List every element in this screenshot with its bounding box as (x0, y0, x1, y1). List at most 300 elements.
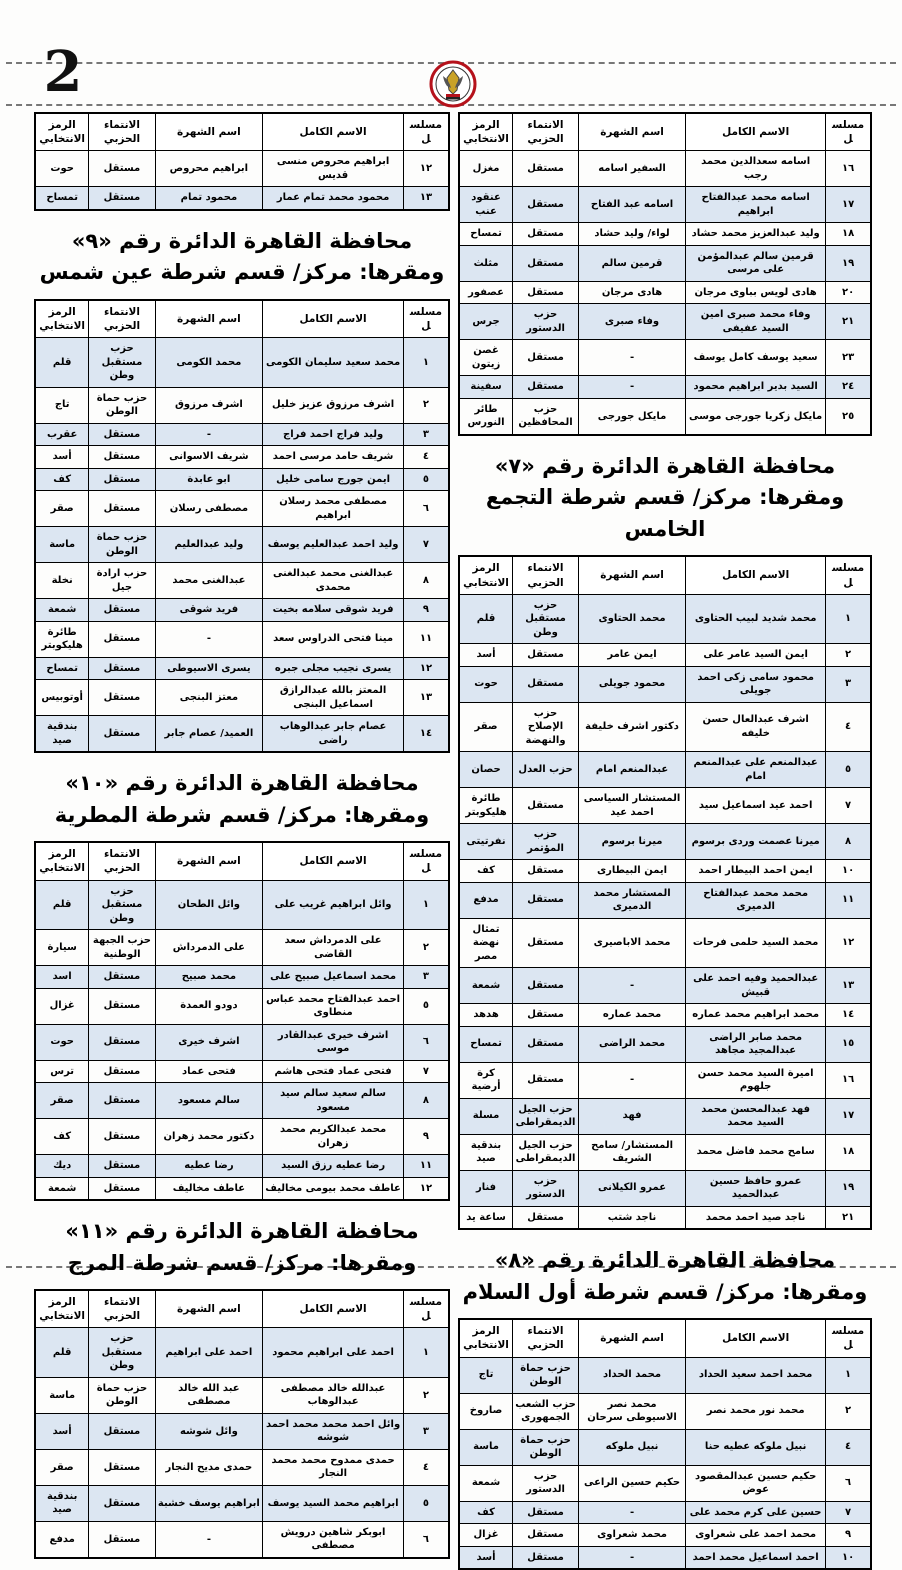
party-cell: مستقل (89, 446, 155, 469)
party-cell: حزب حماة الوطن (89, 1377, 155, 1413)
column-header: الانتماء الحزبي (89, 300, 155, 338)
column-header: مسلسل (403, 842, 449, 880)
serial-cell: ٥ (403, 468, 449, 491)
candidate-row (459, 1170, 871, 1206)
candidates-table (458, 555, 872, 1230)
symbol-cell: أسد (459, 1546, 513, 1569)
symbol-cell: مغزل (459, 151, 513, 187)
full-name-cell: اميرة السيد محمد حسن جلهوم (686, 1062, 826, 1098)
candidate-row (35, 680, 449, 716)
candidate-row (35, 1449, 449, 1485)
party-cell: مستقل (513, 151, 579, 187)
district-title-line2: ومقرها: مركز/ قسم شرطة أول السلام (462, 1279, 868, 1304)
party-cell: مستقل (89, 1521, 155, 1558)
known-name-cell: ابراهيم محروص (155, 151, 263, 187)
newspaper-emblem-icon (429, 60, 477, 108)
candidate-row (459, 1357, 871, 1393)
symbol-cell: أسد (35, 1413, 89, 1449)
candidate-row (459, 187, 871, 223)
column-header: الرمز الانتخابي (35, 842, 89, 880)
full-name-cell: محمد عبدالكريم محمد زهران (263, 1119, 404, 1155)
known-name-cell: - (578, 376, 685, 399)
candidate-row (35, 599, 449, 622)
full-name-cell: فهد عبدالمحسن محمد السيد محمد (686, 1098, 826, 1134)
known-name-cell: محمد الحداد (578, 1357, 685, 1393)
serial-cell: ٤ (403, 1449, 449, 1485)
known-name-cell: - (578, 968, 685, 1004)
full-name-cell: عبدالغنى محمد عبدالغنى محمدى (263, 563, 404, 599)
serial-cell: ٢ (403, 930, 449, 966)
symbol-cell: طائر النورس (459, 398, 513, 435)
party-cell: مستقل (89, 1413, 155, 1449)
full-name-cell: وفاء محمد صبرى امين السيد عفيفى (686, 304, 826, 340)
full-name-cell: مصطفى محمد رسلان ابراهيم (263, 491, 404, 527)
symbol-cell: شمعة (459, 968, 513, 1004)
serial-cell: ٨ (403, 563, 449, 599)
candidates-table (34, 112, 450, 211)
known-name-cell: محمد الراضى (578, 1026, 685, 1062)
full-name-cell: محمد احمد على شعراوى (686, 1524, 826, 1547)
symbol-cell: صقر (35, 1083, 89, 1119)
symbol-cell: عقرب (35, 423, 89, 446)
full-name-cell: محمد السيد حلمى فرحات (686, 918, 826, 968)
table-header-row (35, 842, 449, 880)
known-name-cell: احمد على ابراهيم (155, 1328, 263, 1378)
full-name-cell: محمد اسماعيل صبيح على (263, 966, 404, 989)
full-name-cell: وليد احمد عبدالعليم يوسف (263, 527, 404, 563)
known-name-cell: عمرو الكيلانى (578, 1170, 685, 1206)
symbol-cell: شمعة (35, 599, 89, 622)
full-name-cell: فتحى عماد فتحى هاشم (263, 1060, 404, 1083)
party-cell: مستقل (513, 223, 579, 246)
full-name-cell: ناجد صيد احمد محمد (686, 1206, 826, 1229)
serial-cell: ١١ (403, 1155, 449, 1178)
known-name-cell: - (155, 1521, 263, 1558)
serial-cell: ١ (403, 1328, 449, 1378)
symbol-cell: عصفور (459, 281, 513, 304)
candidate-row (35, 468, 449, 491)
column-header: الرمز الانتخابي (459, 1319, 513, 1357)
symbol-cell: أسد (35, 446, 89, 469)
known-name-cell: يسرى الاسيوطى (155, 657, 263, 680)
party-cell: حزب الدستور (513, 1465, 579, 1501)
serial-cell: ٥ (403, 1485, 449, 1521)
symbol-cell: قلم (35, 1328, 89, 1378)
known-name-cell: السفير اسامه (578, 151, 685, 187)
candidate-row (459, 1206, 871, 1229)
serial-cell: ٦ (403, 491, 449, 527)
serial-cell: ٤ (826, 702, 871, 752)
full-name-cell: ايمن السيد عامر على (686, 644, 826, 667)
known-name-cell: على الدمرداش (155, 930, 263, 966)
party-cell: مستقل (89, 187, 155, 210)
party-cell: مستقل (513, 882, 579, 918)
known-name-cell: ابراهيم يوسف خشبة (155, 1485, 263, 1521)
candidate-row (35, 1177, 449, 1200)
candidate-row (459, 882, 871, 918)
candidate-row (35, 187, 449, 210)
known-name-cell: سالم مسعود (155, 1083, 263, 1119)
column-left (34, 112, 450, 1559)
known-name-cell: حمدى مديح النجار (155, 1449, 263, 1485)
party-cell: حزب الدستور (513, 304, 579, 340)
serial-cell: ٥ (826, 752, 871, 788)
full-name-cell: محمد ابراهيم محمد عماره (686, 1004, 826, 1027)
candidate-row (459, 918, 871, 968)
candidate-row (459, 860, 871, 883)
symbol-cell: هدهد (459, 1004, 513, 1027)
symbol-cell: صقر (35, 491, 89, 527)
known-name-cell: محمد نصر الاسيوطى سرحان (578, 1393, 685, 1429)
known-name-cell: لواء/ وليد حشاد (578, 223, 685, 246)
serial-cell: ١٦ (826, 151, 871, 187)
candidate-row (459, 788, 871, 824)
candidate-row (459, 968, 871, 1004)
eagle-emblem-icon (429, 60, 477, 108)
party-cell: مستقل (513, 340, 579, 376)
party-cell: مستقل (513, 1062, 579, 1098)
column-header: مسلسل (403, 1290, 449, 1328)
candidate-row (459, 666, 871, 702)
symbol-cell: غزال (459, 1524, 513, 1547)
district-10-table (34, 841, 450, 1201)
full-name-cell: شريف حامد مرسى احمد (263, 446, 404, 469)
candidate-row (459, 752, 871, 788)
party-cell: حزب حماة الوطن (89, 387, 155, 423)
party-cell: مستقل (513, 245, 579, 281)
column-right (458, 112, 872, 1570)
district-title-line1: محافظة القاهرة الدائرة رقم «٩» (71, 228, 413, 253)
candidate-row (459, 1429, 871, 1465)
serial-cell: ٢٤ (826, 376, 871, 399)
symbol-cell: حوت (35, 151, 89, 187)
candidate-row (459, 398, 871, 435)
known-name-cell: اشرف خيرى (155, 1024, 263, 1060)
full-name-cell: اسامه سعدالدين محمد رجب (686, 151, 826, 187)
party-cell: مستقل (513, 644, 579, 667)
party-cell: مستقل (89, 151, 155, 187)
known-name-cell: - (578, 1062, 685, 1098)
column-header: الانتماء الحزبي (513, 556, 579, 594)
serial-cell: ٢٠ (826, 281, 871, 304)
district-11-title (34, 1216, 450, 1279)
serial-cell: ٢١ (826, 304, 871, 340)
party-cell: مستقل (513, 1004, 579, 1027)
known-name-cell: المستشار محمد الدميرى (578, 882, 685, 918)
known-name-cell: محمد شعراوى (578, 1524, 685, 1547)
known-name-cell: محمد الاباصيرى (578, 918, 685, 968)
full-name-cell: ايمن احمد البيطار احمد (686, 860, 826, 883)
candidate-row (459, 1524, 871, 1547)
column-header: الاسم الكامل (263, 842, 404, 880)
serial-cell: ٧ (826, 788, 871, 824)
known-name-cell: رضا عطيه (155, 1155, 263, 1178)
district-10-title (34, 768, 450, 831)
serial-cell: ١٠ (826, 860, 871, 883)
full-name-cell: اشرف مرزوق عزيز خليل (263, 387, 404, 423)
symbol-cell: مسلة (459, 1098, 513, 1134)
candidate-row (459, 594, 871, 644)
symbol-cell: ترس (35, 1060, 89, 1083)
candidate-row (459, 151, 871, 187)
party-cell: مستقل (513, 860, 579, 883)
full-name-cell: عصام جابر عبدالوهاب راضى (263, 716, 404, 753)
known-name-cell: معتز البنجى (155, 680, 263, 716)
full-name-cell: ابراهيم محروص منسى قديس (263, 151, 404, 187)
table-header-row (35, 300, 449, 338)
known-name-cell: محمود تمام (155, 187, 263, 210)
table-header-row (35, 1290, 449, 1328)
party-cell: حزب الإصلاح والنهضة (513, 702, 579, 752)
known-name-cell: محمد الحتاوى (578, 594, 685, 644)
party-cell: مستقل (513, 281, 579, 304)
party-cell: حزب حماة الوطن (513, 1429, 579, 1465)
full-name-cell: حكيم حسين عبدالمقصود عوض (686, 1465, 826, 1501)
full-name-cell: فريد شوقى سلامه بخيت (263, 599, 404, 622)
district-title-line1: محافظة القاهرة الدائرة رقم «١٠» (65, 771, 419, 796)
candidate-row (35, 563, 449, 599)
symbol-cell: غزال (35, 988, 89, 1024)
full-name-cell: محمد صابر الراضى عبدالمجيد مجاهد (686, 1026, 826, 1062)
serial-cell: ١٥ (826, 1026, 871, 1062)
candidate-row (35, 1024, 449, 1060)
candidate-row (35, 491, 449, 527)
serial-cell: ١٢ (403, 1177, 449, 1200)
party-cell: مستقل (513, 376, 579, 399)
candidate-row (35, 966, 449, 989)
symbol-cell: ساعة يد (459, 1206, 513, 1229)
table-header-row (459, 556, 871, 594)
symbol-cell: كف (35, 468, 89, 491)
known-name-cell: قرمين سالم (578, 245, 685, 281)
symbol-cell: بندقية صيد (35, 716, 89, 753)
column-header: الانتماء الحزبي (89, 842, 155, 880)
candidate-row (35, 338, 449, 388)
column-header: اسم الشهرة (155, 1290, 263, 1328)
known-name-cell: ايمن عامر (578, 644, 685, 667)
candidates-table (34, 1289, 450, 1559)
symbol-cell: كرة أرضية (459, 1062, 513, 1098)
full-name-cell: المعتز بالله عبدالرازق اسماعيل البنجى (263, 680, 404, 716)
candidate-row (35, 988, 449, 1024)
full-name-cell: وائل احمد محمد محمد احمد شوشه (263, 1413, 404, 1449)
table-header-row (459, 113, 871, 151)
column-header: الرمز الانتخابي (35, 113, 89, 151)
symbol-cell: قلم (459, 594, 513, 644)
symbol-cell: قلم (35, 880, 89, 930)
candidate-row (35, 423, 449, 446)
column-header: الانتماء الحزبي (89, 1290, 155, 1328)
candidate-row (459, 245, 871, 281)
serial-cell: ٦ (403, 1521, 449, 1558)
party-cell: حزب ارادة جيل (89, 563, 155, 599)
known-name-cell: ايمن البيطارى (578, 860, 685, 883)
candidate-row (459, 1062, 871, 1098)
known-name-cell: وفاء صبرى (578, 304, 685, 340)
candidates-table (34, 841, 450, 1201)
known-name-cell: اشرف مرزوق (155, 387, 263, 423)
symbol-cell: تاج (35, 387, 89, 423)
serial-cell: ١٩ (826, 245, 871, 281)
party-cell: مستقل (513, 1524, 579, 1547)
symbol-cell: نخلة (35, 563, 89, 599)
full-name-cell: احمد اسماعيل محمد احمد (686, 1546, 826, 1569)
symbol-cell: غصن زيتون (459, 340, 513, 376)
candidate-row (35, 1083, 449, 1119)
candidate-row (35, 1377, 449, 1413)
full-name-cell: عبدالمنعم على عبدالمنعم امام (686, 752, 826, 788)
symbol-cell: شمعة (35, 1177, 89, 1200)
full-name-cell: محمد نور محمد نصر (686, 1393, 826, 1429)
symbol-cell: طائرة هليكوبتر (459, 788, 513, 824)
symbol-cell: صاروخ (459, 1393, 513, 1429)
full-name-cell: السيد بدير ابراهيم محمود (686, 376, 826, 399)
candidate-row (35, 880, 449, 930)
symbol-cell: حوت (35, 1024, 89, 1060)
table-header-row (459, 1319, 871, 1357)
full-name-cell: مينا فتحى الدراوس سعد (263, 621, 404, 657)
candidate-row (459, 1026, 871, 1062)
party-cell: مستقل (89, 966, 155, 989)
known-name-cell: دكتور محمد زهران (155, 1119, 263, 1155)
candidate-row (35, 1521, 449, 1558)
symbol-cell: صقر (35, 1449, 89, 1485)
candidate-row (459, 340, 871, 376)
symbol-cell: حصان (459, 752, 513, 788)
candidate-row (35, 387, 449, 423)
candidate-row (459, 1393, 871, 1429)
continuation-table-left (34, 112, 450, 211)
serial-cell: ٧ (403, 527, 449, 563)
district-title-line2: ومقرها: مركز/ قسم شرطة المطرية (54, 802, 430, 827)
party-cell: مستقل (89, 657, 155, 680)
party-cell: حزب مستقبل وطن (89, 1328, 155, 1378)
district-8-table (458, 1318, 872, 1570)
candidates-table (458, 112, 872, 436)
column-header: الانتماء الحزبي (513, 113, 579, 151)
serial-cell: ٦ (826, 1465, 871, 1501)
symbol-cell: تمساح (459, 1026, 513, 1062)
candidate-row (459, 223, 871, 246)
serial-cell: ١٧ (826, 187, 871, 223)
party-cell: مستقل (513, 1206, 579, 1229)
serial-cell: ١٨ (826, 223, 871, 246)
known-name-cell: وليد عبدالعليم (155, 527, 263, 563)
symbol-cell: أوتوبيس (35, 680, 89, 716)
full-name-cell: محمد احمد سعيد الحداد (686, 1357, 826, 1393)
serial-cell: ١١ (403, 621, 449, 657)
known-name-cell: فهد (578, 1098, 685, 1134)
candidate-row (35, 151, 449, 187)
party-cell: مستقل (89, 1449, 155, 1485)
full-name-cell: عبدالحميد وفيه احمد على قبيش (686, 968, 826, 1004)
candidate-row (459, 1098, 871, 1134)
symbol-cell: مدفع (459, 882, 513, 918)
symbol-cell: ماسة (459, 1429, 513, 1465)
party-cell: مستقل (513, 187, 579, 223)
candidate-row (459, 304, 871, 340)
candidate-row (459, 376, 871, 399)
full-name-cell: وائل ابراهيم غريب على (263, 880, 404, 930)
party-cell: مستقل (89, 680, 155, 716)
party-cell: حزب المحافظين (513, 398, 579, 435)
party-cell: مستقل (89, 423, 155, 446)
column-header: الاسم الكامل (686, 556, 826, 594)
known-name-cell: - (155, 621, 263, 657)
column-header: مسلسل (403, 300, 449, 338)
candidate-row (35, 527, 449, 563)
symbol-cell: عنقود عنب (459, 187, 513, 223)
full-name-cell: اشرف خيرى عبدالقادر موسى (263, 1024, 404, 1060)
party-cell: مستقل (89, 1024, 155, 1060)
party-cell: حزب مستقبل وطن (89, 338, 155, 388)
candidate-row (35, 1413, 449, 1449)
district-11-table (34, 1289, 450, 1559)
serial-cell: ٦ (403, 1024, 449, 1060)
full-name-cell: عمرو حافظ حسين عبدالحميد (686, 1170, 826, 1206)
symbol-cell: أسد (459, 644, 513, 667)
party-cell: مستقل (513, 788, 579, 824)
party-cell: حزب مستقبل وطن (89, 880, 155, 930)
symbol-cell: شمعة (459, 1465, 513, 1501)
known-name-cell: فتحى عماد (155, 1060, 263, 1083)
district-title-line1: محافظة القاهرة الدائرة رقم «٧» (494, 453, 836, 478)
full-name-cell: يسرى نجيب مجلى جبره (263, 657, 404, 680)
full-name-cell: مايكل زكريا جورجى موسى (686, 398, 826, 435)
serial-cell: ١٢ (403, 657, 449, 680)
known-name-cell: - (578, 340, 685, 376)
serial-cell: ١ (403, 880, 449, 930)
full-name-cell: ابوبكر شاهين درويش مصطفى (263, 1521, 404, 1558)
serial-cell: ١ (826, 1357, 871, 1393)
party-cell: حزب الجيل الديمقراطى (513, 1098, 579, 1134)
party-cell: حزب حماة الوطن (89, 527, 155, 563)
full-name-cell: احمد عبدالفتاح محمد عباس منطاوى (263, 988, 404, 1024)
serial-cell: ٨ (403, 1083, 449, 1119)
column-header: اسم الشهرة (155, 113, 263, 151)
known-name-cell: محمد الكومى (155, 338, 263, 388)
party-cell: حزب العدل (513, 752, 579, 788)
party-cell: مستقل (89, 599, 155, 622)
column-header: اسم الشهرة (578, 1319, 685, 1357)
symbol-cell: نفرتيتى (459, 824, 513, 860)
serial-cell: ٩ (826, 1524, 871, 1547)
serial-cell: ١٧ (826, 1098, 871, 1134)
symbol-cell: تمثال نهضة مصر (459, 918, 513, 968)
full-name-cell: رضا عطيه رزق السيد (263, 1155, 404, 1178)
serial-cell: ١٣ (403, 187, 449, 210)
party-cell: حزب الدستور (513, 1170, 579, 1206)
candidate-row (35, 657, 449, 680)
serial-cell: ٣ (403, 966, 449, 989)
known-name-cell: ناجد شتب (578, 1206, 685, 1229)
candidate-row (35, 716, 449, 753)
known-name-cell: هادى مرجان (578, 281, 685, 304)
serial-cell: ٤ (826, 1429, 871, 1465)
full-name-cell: نبيل ملوكه عطيه حنا (686, 1429, 826, 1465)
known-name-cell: - (578, 1546, 685, 1569)
column-header: الاسم الكامل (686, 113, 826, 151)
party-cell: حزب الشعب الجمهورى (513, 1393, 579, 1429)
known-name-cell: محمد صبيح (155, 966, 263, 989)
full-name-cell: محمود سامى زكى احمد جويلى (686, 666, 826, 702)
full-name-cell: ايمن جورج سامى خليل (263, 468, 404, 491)
symbol-cell: اسد (35, 966, 89, 989)
column-header: مسلسل (826, 113, 871, 151)
serial-cell: ١٢ (826, 918, 871, 968)
column-header: الرمز الانتخابي (459, 113, 513, 151)
party-cell: مستقل (513, 968, 579, 1004)
